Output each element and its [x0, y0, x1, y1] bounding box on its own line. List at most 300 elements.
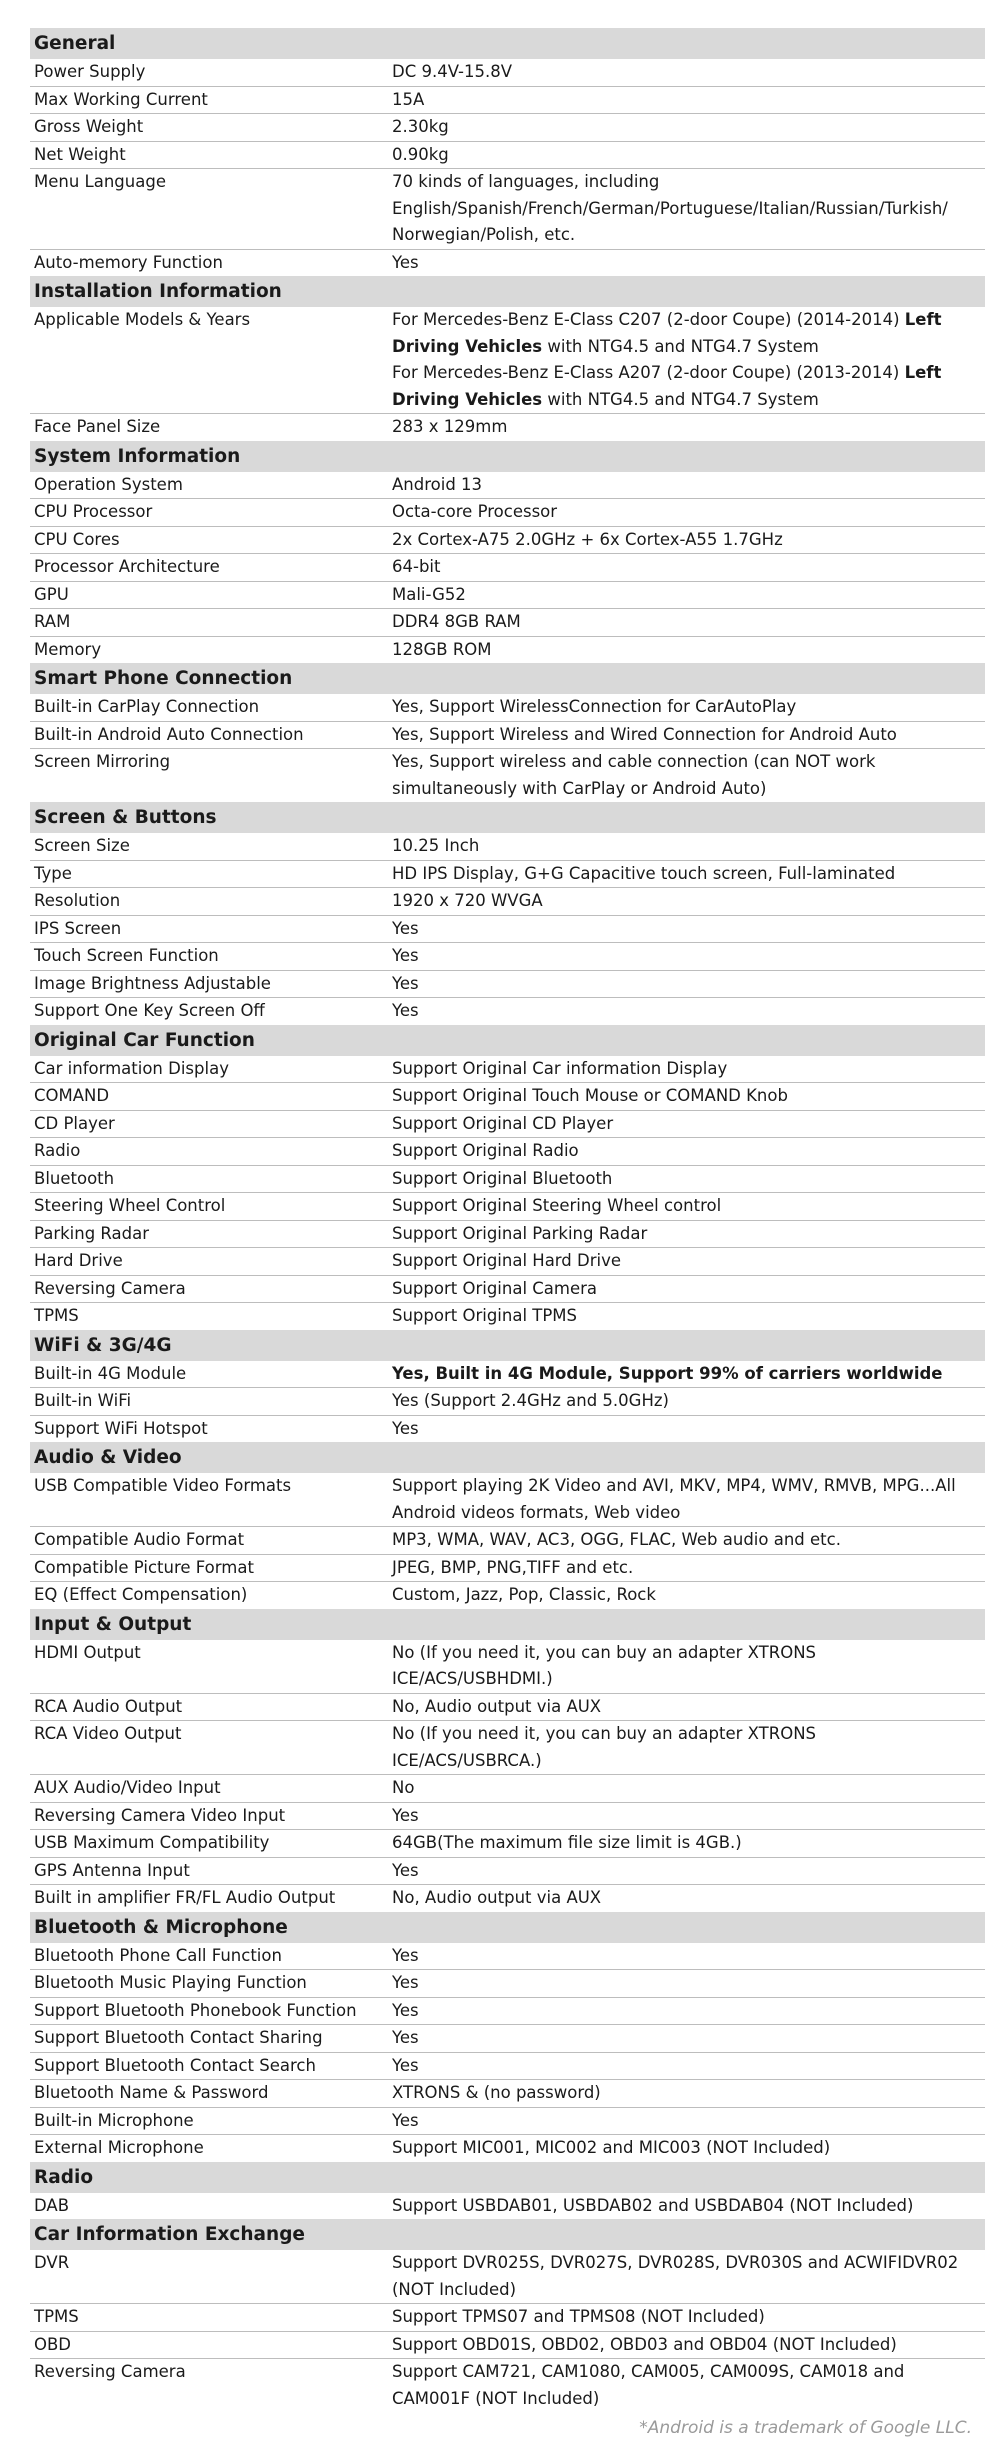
spec-row — [30, 1970, 985, 1998]
spec-value-bold-text: Left — [904, 310, 942, 329]
spec-value-text: Yes — [392, 2000, 419, 2020]
spec-row — [30, 114, 985, 142]
spec-label: Memory — [34, 639, 102, 659]
spec-row — [30, 2359, 985, 2412]
spec-value — [392, 998, 985, 1025]
spec-label: Menu Language — [34, 172, 166, 191]
spec-value — [392, 1248, 985, 1275]
spec-value-line — [392, 582, 983, 609]
spec-row — [30, 998, 985, 1025]
spec-label: Operation System — [34, 474, 183, 494]
spec-value — [392, 2053, 985, 2080]
spec-value-text: Yes, Support WirelessConnection for CarAutoPlay — [392, 697, 797, 716]
spec-row — [30, 637, 985, 664]
spec-value-text: Support OBD01S, OBD02, OBD03 and OBD04 (NOT Included) — [392, 2334, 897, 2354]
spec-value-text: Support Original Camera — [392, 1278, 598, 1298]
spec-value — [392, 1998, 985, 2025]
spec-label: Compatible Audio Format — [34, 1530, 245, 1549]
spec-value-text: 10.25 Inch — [392, 836, 480, 855]
spec-value — [392, 1361, 985, 1388]
spec-label: Net Weight — [34, 144, 126, 164]
spec-value-text: Custom, Jazz, Pop, Classic, Rock — [392, 1585, 656, 1604]
spec-value-line — [392, 1500, 983, 1527]
spec-value-line — [392, 1527, 983, 1554]
spec-value-text: Support playing 2K Video and AVI, MKV, MP4, WMV, RMVB, MPG...All — [392, 1476, 956, 1495]
spec-row — [30, 1138, 985, 1166]
section-header: WiFi & 3G/4G — [30, 1330, 985, 1361]
spec-value-text: JPEG, BMP, PNG,TIFF and etc. — [392, 1557, 634, 1577]
spec-section — [30, 1609, 985, 1912]
spec-row — [30, 1885, 985, 1912]
spec-value-line — [392, 196, 983, 223]
spec-value-line — [392, 1248, 983, 1275]
section-header: Radio — [30, 2162, 985, 2193]
spec-value — [392, 916, 985, 943]
spec-value — [392, 250, 985, 277]
spec-value — [392, 1193, 985, 1220]
spec-value — [392, 2080, 985, 2107]
spec-value-line — [392, 2080, 983, 2107]
spec-value-line — [392, 1943, 983, 1970]
spec-label: Built-in 4G Module — [34, 1363, 187, 1383]
spec-value-text: 64-bit — [392, 557, 441, 576]
spec-value-line — [392, 2277, 983, 2304]
spec-label: Built-in Microphone — [34, 2110, 194, 2130]
spec-label: IPS Screen — [34, 918, 122, 938]
spec-row — [30, 943, 985, 971]
spec-value-text: Yes — [392, 252, 419, 272]
section-header: System Information — [30, 441, 985, 472]
spec-table — [30, 28, 985, 2412]
spec-value-line — [392, 2386, 983, 2413]
spec-value-text: with NTG4.5 and NTG4.7 System — [542, 389, 819, 409]
spec-value — [392, 2135, 985, 2162]
spec-label: Gross Weight — [34, 117, 144, 136]
spec-value-bold-text: Left — [904, 363, 942, 382]
spec-section — [30, 1330, 985, 1443]
spec-label: External Microphone — [34, 2138, 204, 2157]
spec-label: Built-in WiFi — [34, 1391, 132, 1410]
spec-row — [30, 1083, 985, 1111]
spec-value-line — [392, 1138, 983, 1165]
spec-row — [30, 1111, 985, 1139]
spec-label: Built-in CarPlay Connection — [34, 697, 260, 716]
spec-value — [392, 2250, 985, 2303]
spec-label: OBD — [34, 2334, 72, 2354]
spec-value-text: ICE/ACS/USBRCA.) — [392, 1750, 542, 1770]
spec-row — [30, 1248, 985, 1276]
spec-label: USB Compatible Video Formats — [34, 1476, 292, 1495]
spec-value — [392, 1721, 985, 1774]
spec-value — [392, 142, 985, 169]
spec-row — [30, 1416, 985, 1443]
spec-value-line — [392, 971, 983, 998]
spec-label: GPS Antenna Input — [34, 1860, 190, 1880]
spec-label: COMAND — [34, 1086, 110, 1105]
spec-row — [30, 749, 985, 802]
spec-value — [392, 1388, 985, 1415]
spec-row — [30, 1582, 985, 1609]
spec-row — [30, 722, 985, 750]
spec-value-text: Support Original Car information Display — [392, 1058, 728, 1078]
spec-value — [392, 1970, 985, 1997]
spec-row — [30, 1166, 985, 1194]
spec-value-line — [392, 1970, 983, 1997]
spec-value — [392, 414, 985, 441]
spec-value-line — [392, 2135, 983, 2162]
spec-row — [30, 1221, 985, 1249]
spec-value-line — [392, 1056, 983, 1083]
spec-value-text: 1920 x 720 WVGA — [392, 891, 543, 910]
spec-value-line — [392, 1221, 983, 1248]
spec-label: USB Maximum Compatibility — [34, 1833, 270, 1852]
spec-label: TPMS — [34, 1306, 79, 1325]
spec-value-text: Yes — [392, 1945, 419, 1965]
spec-value-line — [392, 1803, 983, 1830]
spec-value-line — [392, 1748, 983, 1775]
section-header: General — [30, 28, 985, 59]
spec-row — [30, 2193, 985, 2220]
spec-label: Car information Display — [34, 1058, 229, 1078]
spec-value — [392, 1775, 985, 1802]
spec-value — [392, 1694, 985, 1721]
spec-row — [30, 2025, 985, 2053]
spec-value-text: Yes — [392, 2028, 419, 2047]
spec-value-text: Android 13 — [392, 474, 483, 494]
spec-row — [30, 888, 985, 916]
spec-value-line — [392, 1858, 983, 1885]
spec-value-line — [392, 749, 983, 776]
spec-label: Image Brightness Adjustable — [34, 973, 271, 993]
spec-row — [30, 1361, 985, 1389]
spec-value-text: XTRONS & (no password) — [392, 2083, 601, 2102]
spec-value-line — [392, 1166, 983, 1193]
spec-value — [392, 609, 985, 636]
spec-label: AUX Audio/Video Input — [34, 1778, 221, 1797]
spec-row — [30, 1555, 985, 1583]
spec-value-line — [392, 360, 983, 387]
spec-value — [392, 2193, 985, 2220]
spec-value — [392, 1803, 985, 1830]
spec-label: Resolution — [34, 891, 121, 910]
spec-value-text: Yes, Support wireless and cable connection (can NOT work — [392, 752, 876, 771]
spec-value-text: 0.90kg — [392, 144, 449, 164]
spec-value — [392, 1473, 985, 1526]
spec-value-line — [392, 637, 983, 664]
spec-value-text: Support Original Bluetooth — [392, 1168, 613, 1188]
spec-section — [30, 441, 985, 664]
spec-label: Processor Architecture — [34, 557, 220, 576]
spec-value — [392, 971, 985, 998]
spec-value-line — [392, 334, 983, 361]
spec-label: Bluetooth Phone Call Function — [34, 1945, 282, 1965]
spec-section — [30, 1025, 985, 1330]
spec-value-text: 283 x 129mm — [392, 417, 508, 436]
spec-row — [30, 1276, 985, 1304]
spec-value — [392, 1943, 985, 1970]
spec-value-text: Yes — [392, 1001, 419, 1020]
spec-value-text: For Mercedes-Benz E-Class A207 (2-door Coupe) (2013-2014) — [392, 363, 905, 382]
spec-row — [30, 1803, 985, 1831]
spec-row — [30, 1943, 985, 1971]
spec-row — [30, 1998, 985, 2026]
spec-value-line — [392, 499, 983, 526]
spec-value-line — [392, 1830, 983, 1857]
spec-value-line — [392, 142, 983, 169]
spec-label: Bluetooth Name & Password — [34, 2083, 269, 2102]
spec-value — [392, 943, 985, 970]
spec-value-text: Support Original TPMS — [392, 1306, 578, 1325]
spec-label: Support Bluetooth Phonebook Function — [34, 2000, 357, 2020]
spec-value-line — [392, 1193, 983, 1220]
spec-value-line — [392, 1885, 983, 1912]
spec-label: Built in amplifier FR/FL Audio Output — [34, 1888, 336, 1907]
spec-value-text: Support TPMS07 and TPMS08 (NOT Included) — [392, 2307, 765, 2326]
spec-value — [392, 1138, 985, 1165]
spec-row — [30, 414, 985, 441]
spec-value-text: Support Original Hard Drive — [392, 1251, 622, 1270]
spec-value-line — [392, 1388, 983, 1415]
spec-label: Bluetooth Music Playing Function — [34, 1973, 307, 1992]
spec-value-text: Yes — [392, 1418, 419, 1438]
spec-value-text: Yes — [392, 973, 419, 993]
spec-row — [30, 2250, 985, 2304]
spec-value-text: DDR4 8GB RAM — [392, 612, 521, 631]
spec-value-text: No, Audio output via AUX — [392, 1888, 602, 1907]
spec-row — [30, 1388, 985, 1416]
spec-value-line — [392, 307, 983, 334]
spec-value-text: Norwegian/Polish, etc. — [392, 225, 576, 244]
spec-label: Touch Screen Function — [34, 946, 219, 965]
spec-row — [30, 2135, 985, 2162]
spec-row — [30, 1473, 985, 1527]
spec-value-line — [392, 2250, 983, 2277]
spec-value-line — [392, 114, 983, 141]
spec-value-line — [392, 1640, 983, 1667]
spec-value-line — [392, 414, 983, 441]
spec-value-text: Support Original Parking Radar — [392, 1223, 648, 1243]
spec-label: CPU Cores — [34, 529, 120, 549]
spec-label: Reversing Camera — [34, 1278, 186, 1298]
spec-section — [30, 276, 985, 441]
spec-label: CD Player — [34, 1113, 115, 1133]
spec-row — [30, 169, 985, 250]
spec-value-line — [392, 387, 983, 414]
spec-value-text: 15A — [392, 89, 425, 109]
spec-value-line — [392, 609, 983, 636]
spec-value — [392, 749, 985, 802]
spec-value-line — [392, 87, 983, 114]
spec-value-text: with NTG4.5 and NTG4.7 System — [542, 336, 819, 356]
section-header: Screen & Buttons — [30, 802, 985, 833]
spec-row — [30, 694, 985, 722]
trademark-footnote: *Android is a trademark of Google LLC. — [639, 2418, 972, 2438]
spec-row — [30, 472, 985, 500]
spec-value — [392, 833, 985, 860]
spec-row — [30, 1830, 985, 1858]
spec-value-text: ICE/ACS/USBHDMI.) — [392, 1669, 553, 1688]
spec-value-text: No (If you need it, you can buy an adapter XTRONS — [392, 1642, 817, 1662]
section-header: Installation Information — [30, 276, 985, 307]
spec-value-line — [392, 1775, 983, 1802]
spec-label: EQ (Effect Compensation) — [34, 1585, 248, 1604]
spec-value-text: Yes — [392, 1860, 419, 1880]
spec-value-text: For Mercedes-Benz E-Class C207 (2-door Coupe) (2014-2014) — [392, 310, 905, 329]
spec-value — [392, 1276, 985, 1303]
spec-row — [30, 2108, 985, 2136]
spec-value — [392, 472, 985, 499]
spec-value — [392, 1527, 985, 1554]
spec-value-text: Support Original CD Player — [392, 1113, 614, 1133]
spec-label: Compatible Picture Format — [34, 1557, 254, 1577]
spec-value-bold-text: Yes, Built in 4G Module, Support 99% of carriers worldwide — [392, 1363, 943, 1383]
spec-value-text: Support MIC001, MIC002 and MIC003 (NOT Included) — [392, 2138, 831, 2157]
spec-value — [392, 888, 985, 915]
section-header: Original Car Function — [30, 1025, 985, 1056]
spec-value — [392, 59, 985, 86]
spec-value-text: Yes — [392, 2110, 419, 2130]
spec-row — [30, 527, 985, 555]
spec-row — [30, 1721, 985, 1775]
spec-value-text: Yes — [392, 946, 419, 965]
spec-label: Support Bluetooth Contact Search — [34, 2055, 316, 2075]
spec-value-text: (NOT Included) — [392, 2279, 517, 2299]
spec-value-line — [392, 1111, 983, 1138]
spec-value-line — [392, 1721, 983, 1748]
spec-row — [30, 1056, 985, 1084]
spec-row — [30, 87, 985, 115]
spec-value-bold-text: Driving Vehicles — [392, 336, 543, 356]
spec-value-text: Android videos formats, Web video — [392, 1502, 681, 1522]
spec-value — [392, 499, 985, 526]
spec-value-line — [392, 2053, 983, 2080]
spec-value-line — [392, 861, 983, 888]
spec-label: Screen Mirroring — [34, 752, 171, 771]
spec-label: Max Working Current — [34, 89, 208, 109]
spec-value — [392, 114, 985, 141]
spec-value — [392, 2332, 985, 2359]
spec-section — [30, 1912, 985, 2162]
spec-value-text: Yes — [392, 1973, 419, 1992]
spec-label: HDMI Output — [34, 1642, 141, 1662]
spec-value — [392, 861, 985, 888]
spec-value-line — [392, 694, 983, 721]
spec-label: Type — [34, 863, 72, 883]
spec-value-line — [392, 1555, 983, 1582]
spec-value-text: 2x Cortex-A75 2.0GHz + 6x Cortex-A55 1.7GHz — [392, 529, 783, 549]
spec-label: Support Bluetooth Contact Sharing — [34, 2028, 323, 2047]
spec-value-text: Yes — [392, 1805, 419, 1825]
spec-label: Support One Key Screen Off — [34, 1001, 265, 1020]
spec-value — [392, 169, 985, 249]
spec-value-text: simultaneously with CarPlay or Android Auto) — [392, 778, 767, 798]
spec-value-text: 70 kinds of languages, including — [392, 172, 660, 191]
spec-row — [30, 1694, 985, 1722]
spec-section — [30, 2219, 985, 2412]
spec-value-line — [392, 1666, 983, 1693]
spec-label: Face Panel Size — [34, 417, 161, 436]
spec-value — [392, 2304, 985, 2331]
spec-value — [392, 1303, 985, 1330]
spec-label: DVR — [34, 2253, 70, 2272]
spec-label: Auto-memory Function — [34, 252, 223, 272]
spec-value — [392, 1830, 985, 1857]
spec-label: Reversing Camera Video Input — [34, 1805, 286, 1825]
spec-value-line — [392, 2025, 983, 2052]
spec-value-line — [392, 554, 983, 581]
spec-label: Support WiFi Hotspot — [34, 1418, 208, 1438]
spec-row — [30, 1303, 985, 1330]
spec-section — [30, 2162, 985, 2220]
spec-row — [30, 1193, 985, 1221]
spec-value-line — [392, 943, 983, 970]
spec-value-text: Support CAM721, CAM1080, CAM005, CAM009S, CAM018 and — [392, 2362, 905, 2381]
spec-value-text: Support Original Touch Mouse or COMAND Knob — [392, 1086, 788, 1105]
spec-section — [30, 802, 985, 1025]
spec-value — [392, 1056, 985, 1083]
spec-row — [30, 59, 985, 87]
section-header: Smart Phone Connection — [30, 663, 985, 694]
spec-value-text: Yes (Support 2.4GHz and 5.0GHz) — [392, 1391, 669, 1410]
spec-row — [30, 916, 985, 944]
spec-row — [30, 1640, 985, 1694]
spec-value-text: Support Original Steering Wheel control — [392, 1196, 722, 1215]
spec-value — [392, 582, 985, 609]
spec-value-text: Mali-G52 — [392, 584, 466, 604]
spec-value-text: Yes, Support Wireless and Wired Connection for Android Auto — [392, 724, 897, 744]
spec-label: Radio — [34, 1141, 81, 1160]
spec-value — [392, 1640, 985, 1693]
spec-value — [392, 527, 985, 554]
spec-value-text: HD IPS Display, G+G Capacitive touch screen, Full-laminated — [392, 863, 896, 883]
spec-value — [392, 2108, 985, 2135]
spec-label: Reversing Camera — [34, 2362, 186, 2381]
spec-value-line — [392, 2108, 983, 2135]
spec-row — [30, 861, 985, 889]
spec-value-line — [392, 1694, 983, 1721]
spec-label: GPU — [34, 584, 69, 604]
spec-label: RCA Audio Output — [34, 1696, 183, 1716]
spec-value-text: MP3, WMA, WAV, AC3, OGG, FLAC, Web audio and etc. — [392, 1530, 841, 1549]
spec-value-line — [392, 2332, 983, 2359]
spec-value-text: Support DVR025S, DVR027S, DVR028S, DVR030S and ACWIFIDVR02 — [392, 2253, 959, 2272]
spec-value-text: 128GB ROM — [392, 639, 492, 659]
spec-value-line — [392, 472, 983, 499]
spec-value — [392, 1221, 985, 1248]
spec-value-text: Octa-core Processor — [392, 502, 558, 521]
spec-section — [30, 1442, 985, 1609]
spec-row — [30, 2080, 985, 2108]
spec-label: RAM — [34, 612, 71, 631]
spec-row — [30, 2304, 985, 2332]
spec-label: Screen Size — [34, 836, 130, 855]
spec-value-line — [392, 527, 983, 554]
spec-value — [392, 307, 985, 413]
spec-row — [30, 1858, 985, 1886]
section-header: Car Information Exchange — [30, 2219, 985, 2250]
spec-value-text: Support USBDAB01, USBDAB02 and USBDAB04 (NOT Included) — [392, 2195, 914, 2215]
spec-value — [392, 1111, 985, 1138]
section-header: Input & Output — [30, 1609, 985, 1640]
spec-value-line — [392, 2359, 983, 2386]
spec-label: Parking Radar — [34, 1223, 150, 1243]
spec-value — [392, 1083, 985, 1110]
spec-value-line — [392, 222, 983, 249]
spec-label: TPMS — [34, 2307, 79, 2326]
spec-label: Applicable Models & Years — [34, 310, 251, 329]
spec-value-line — [392, 2193, 983, 2220]
spec-row — [30, 609, 985, 637]
